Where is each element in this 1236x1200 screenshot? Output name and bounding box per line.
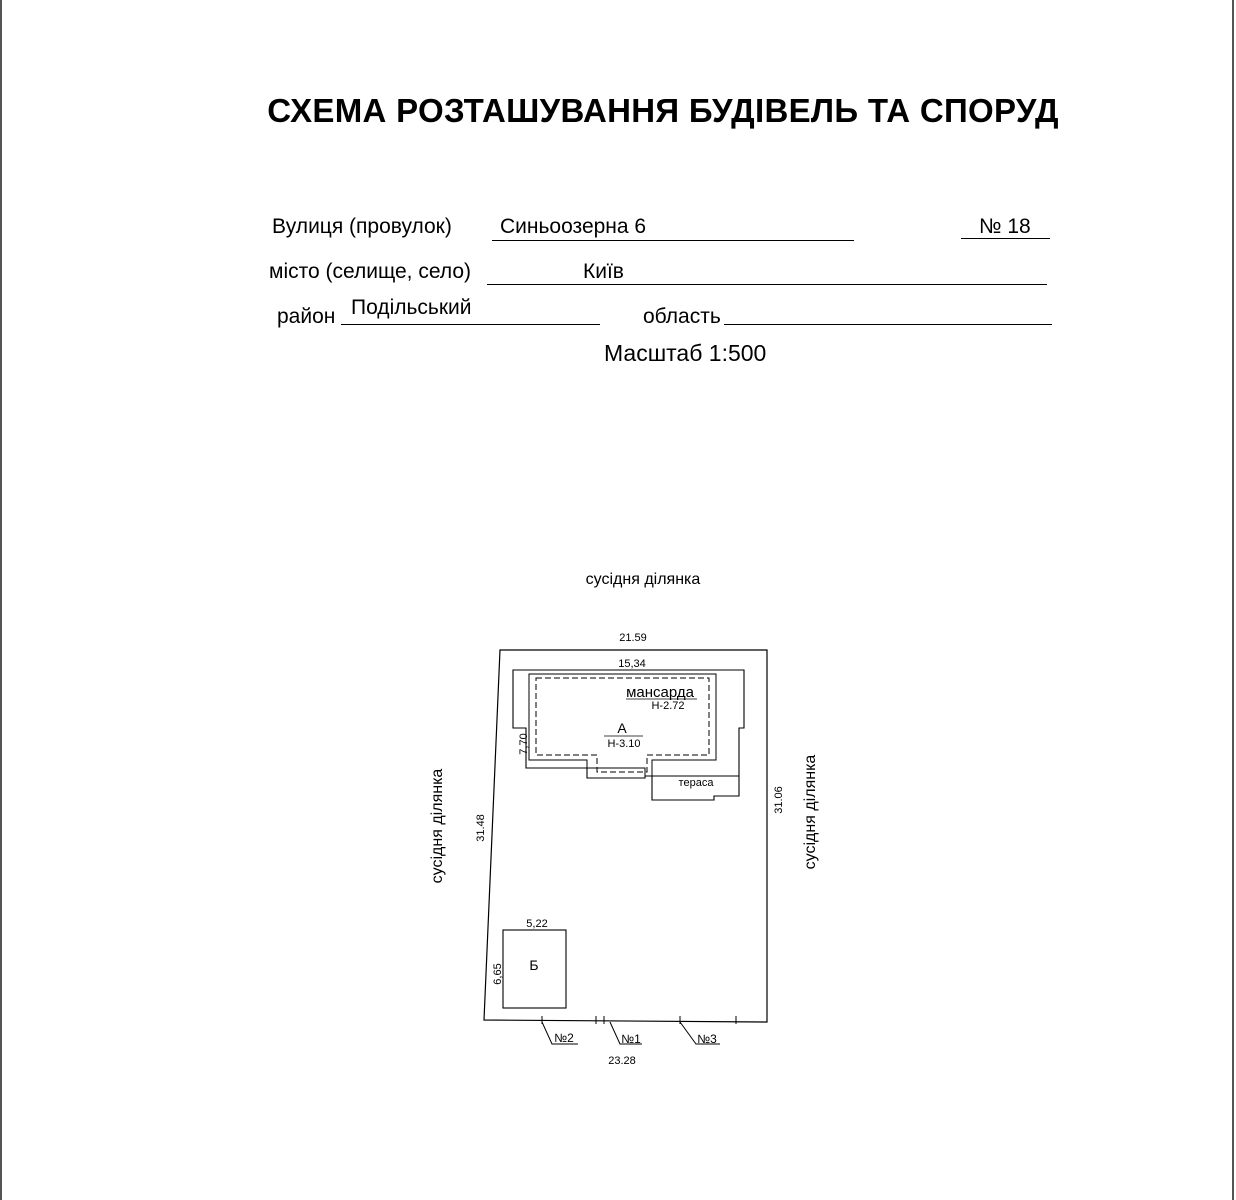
dim-top: 21.59 xyxy=(619,632,647,644)
building-a-letter: А xyxy=(617,720,627,736)
city-label: місто (селище, село) xyxy=(269,260,471,283)
dim-bottom: 23.28 xyxy=(608,1055,636,1067)
region-label: область xyxy=(643,305,721,328)
dim-building-width: 15,34 xyxy=(618,658,646,670)
dim-right: 31.06 xyxy=(773,786,785,814)
point-1-label: №1 xyxy=(621,1032,641,1046)
neighbor-top-label: сусідня ділянка xyxy=(585,571,701,588)
building-b-depth: 6,65 xyxy=(492,963,504,985)
building-b-letter: Б xyxy=(529,957,539,973)
neighbor-left-label: сусідня ділянка xyxy=(429,768,446,884)
dim-left: 31.48 xyxy=(475,814,487,842)
building-a-height: Н-3.10 xyxy=(607,738,641,750)
attic-height: Н-2.72 xyxy=(651,700,685,712)
district-value: Подільський xyxy=(351,296,472,319)
city-value: Київ xyxy=(583,260,624,283)
terrace-label: тераса xyxy=(678,777,714,789)
building-b-width: 5,22 xyxy=(526,918,548,930)
scale-label: Масштаб 1:500 xyxy=(604,340,767,366)
plot-boundary xyxy=(484,650,767,1022)
house-number-value: № 18 xyxy=(979,215,1031,238)
street-label: Вулиця (провулок) xyxy=(272,215,452,238)
street-value: Синьоозерна 6 xyxy=(500,215,647,238)
attic-label: мансарда xyxy=(626,684,694,701)
neighbor-right-label: сусідня ділянка xyxy=(802,754,819,870)
point-2-label: №2 xyxy=(554,1031,574,1045)
document-title: СХЕМА РОЗТАШУВАННЯ БУДІВЕЛЬ ТА СПОРУД xyxy=(267,92,1059,129)
district-label: район xyxy=(277,305,336,328)
dim-building-depth: 7,70 xyxy=(518,733,530,755)
point-3-label: №3 xyxy=(697,1032,717,1046)
